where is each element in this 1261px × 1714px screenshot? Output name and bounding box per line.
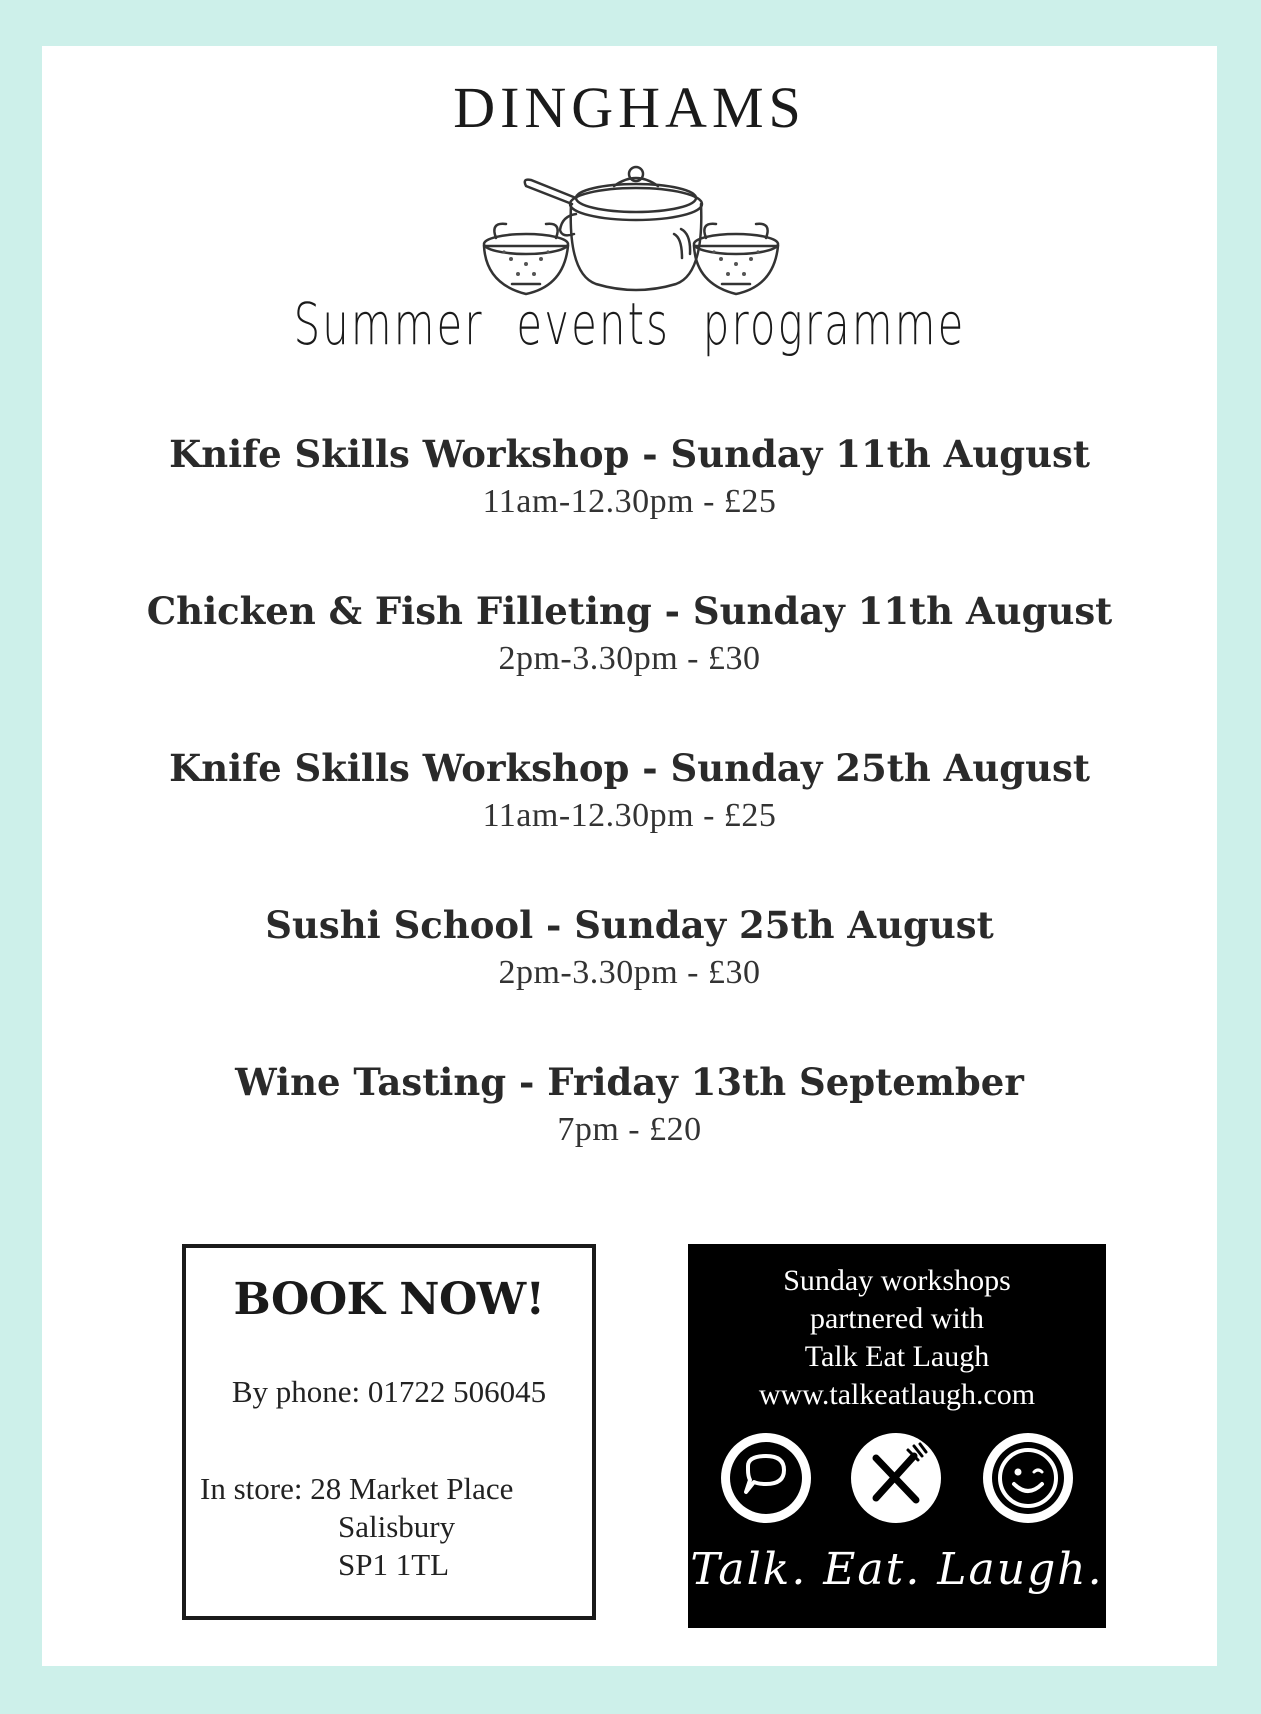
- brand-title: DINGHAMS: [453, 75, 806, 140]
- programme-subtitle: Summer events programme: [293, 290, 966, 358]
- event-detail: 11am-12.30pm - £25: [482, 483, 777, 520]
- event-item: [42, 587, 1217, 679]
- event-item: [42, 744, 1217, 836]
- event-item: [42, 1058, 1217, 1150]
- booking-address: [200, 1470, 606, 1584]
- booking-box: [182, 1244, 596, 1620]
- partner-text: [688, 1262, 1106, 1414]
- partner-url: www.talkeatlaugh.com: [758, 1378, 1036, 1411]
- smiley-face-icon: [980, 1430, 1076, 1526]
- address-line: Salisbury: [338, 1509, 456, 1544]
- event-title: Wine Tasting - Friday 13th September: [235, 1060, 1024, 1104]
- book-now-heading: BOOK NOW!: [233, 1274, 545, 1325]
- speech-bubble-icon: [718, 1430, 814, 1526]
- event-item: [42, 430, 1217, 522]
- address-line: SP1 1TL: [338, 1547, 450, 1582]
- event-title: Sushi School - Sunday 25th August: [265, 903, 994, 947]
- event-title: Knife Skills Workshop - Sunday 11th August: [169, 432, 1090, 476]
- event-detail: 11am-12.30pm - £25: [482, 797, 777, 834]
- cookware-illustration-icon: [476, 134, 786, 304]
- partner-line: Sunday workshops: [783, 1264, 1011, 1297]
- partner-tagline: Talk. Eat. Laugh.: [690, 1544, 1104, 1595]
- event-detail: 2pm-3.30pm - £30: [498, 954, 761, 991]
- address-line: In store: 28 Market Place: [200, 1471, 514, 1506]
- event-item: [42, 901, 1217, 993]
- event-title: Chicken & Fish Filleting - Sunday 11th August: [146, 589, 1113, 633]
- booking-phone: By phone: 01722 506045: [231, 1374, 547, 1409]
- knife-fork-icon: [848, 1430, 944, 1526]
- partner-line: partnered with: [809, 1302, 985, 1335]
- event-detail: 2pm-3.30pm - £30: [498, 640, 761, 677]
- partner-box: [688, 1244, 1106, 1628]
- poster-sheet: [42, 46, 1217, 1666]
- event-detail: 7pm - £20: [557, 1111, 702, 1148]
- event-title: Knife Skills Workshop - Sunday 25th August: [169, 746, 1090, 790]
- partner-icons: [718, 1430, 1078, 1530]
- partner-name: Talk Eat Laugh: [804, 1340, 990, 1373]
